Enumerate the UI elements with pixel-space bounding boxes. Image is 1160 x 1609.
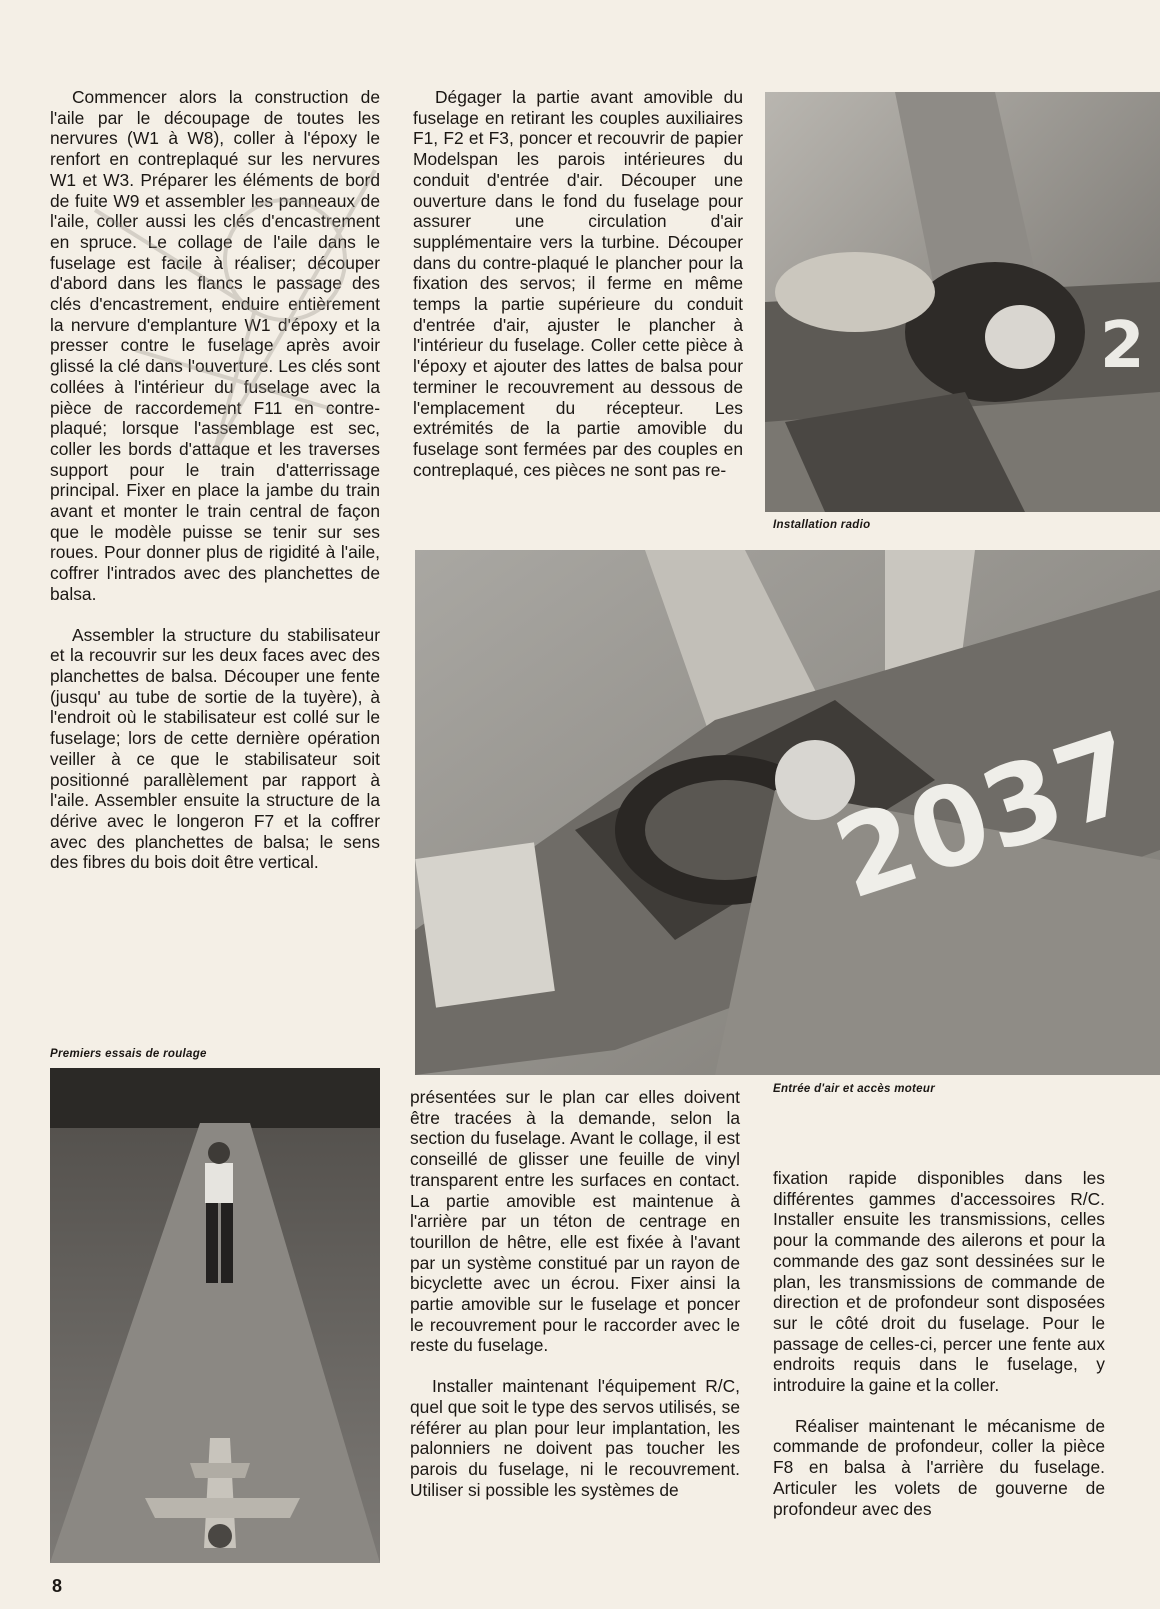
text-column-3	[773, 1168, 1105, 1519]
svg-text:2: 2	[1100, 309, 1145, 383]
text-column-2-top	[413, 87, 743, 480]
caption-air: Entrée d'air et accès moteur	[773, 1083, 935, 1095]
paragraph-elevator: Réaliser maintenant le mécanisme de commande de profondeur, coller la pièce F8 en balsa à l'arrière du fuselage. Articuler les volets de gouverne de profondeur avec des	[773, 1415, 1105, 1519]
photo-radio-installation	[765, 92, 1160, 512]
paragraph-stabilizer: Assembler la structure du stabilisateur et la recouvrir sur les deux faces avec des planchettes de balsa. Découper une fente (jusqu' au tube de sortie de la tuyère), à l'endroit où le stabilisateur est collé sur le fuselage; lors de cette dernière opération veiller à ce que le stabilisateur soit positionné parallèlement par rapport à l'aile. Assembler ensuite la structure de la dérive avec le longeron F7 et la coffrer avec des planchettes de balsa; le sens des fibres du bois doit être vertical.	[50, 624, 380, 873]
air-intake-marking: 2037	[820, 707, 1152, 924]
paragraph-removable-part: présentées sur le plan car elles doivent être tracées à la demande, selon la section du fuselage. Avant le collage, il est conseillé de glisser une feuille de vinyl transparent entre les surfaces en contact. La partie amovible est maintenue à l'arrière par un téton de centrage en tourillon de hêtre, elle est fixée à l'avant par un système constitué par un rayon de bicyclette avec un écrou. Fixer ainsi la partie amovible sur le fuselage et poncer le recouvrement pour le raccorder avec le reste du fuselage.	[410, 1087, 740, 1356]
paragraph-rc-equipment: Installer maintenant l'équipement R/C, quel que soit le type des servos utilisés, se référer au plan pour leur implantation, les palonniers ne doivent pas toucher les parois du fuselage, ni le recouvrement. Utiliser si possible les systèmes de	[410, 1376, 740, 1500]
photo-taxi-test	[50, 1068, 380, 1563]
paragraph-wing-construction: Commencer alors la construction de l'aile par le découpage de toutes les nervures (W1 à W8), coller à l'époxy le renfort en contreplaqué sur les nervures W1 et W3. Préparer les éléments de bord de fuite W9 et assembler les panneaux de l'aile, coller aussi les clés d'encastrement en spruce. Le collage de l'aile dans le fuselage est facile à réaliser; découper d'abord dans les flancs le passage des clés d'encastrement, enduire entièrement la nervure d'emplanture W1 d'époxy et la presser contre le fuselage après avoir glissé la clé dans l'ouverture. Les clés sont collées à l'intérieur du fuselage avec la pièce de raccordement F11 en contre-plaqué; lorsque l'assemblage est sec, coller les bords d'attaque et les traverses support pour le train d'atterrissage principal. Fixer en place la jambe du train avant et monter le train central de façon que le modèle puisse se tenir sur ses roues. Pour donner plus de rigidité à l'aile, coffrer l'intrados avec des planchettes de balsa.	[50, 87, 380, 604]
text-column-1	[50, 87, 380, 873]
paragraph-front-fuselage: Dégager la partie avant amovible du fuselage en retirant les couples auxiliaires F1, F2 et F3, poncer et recouvrir de papier Modelspan les parois intérieures du conduit d'entrée d'air. Découper une ouverture dans le fond du fuselage pour assurer une circulation d'air supplémentaire vers la turbine. Découper dans du contre-plaqué le plancher pour la fixation des servos; il ferme en même temps la partie supérieure du conduit d'entrée d'air, ajuster le plancher à l'intérieur du fuselage. Coller cette pièce à l'époxy et ajouter des lattes de balsa pour terminer le recouvrement au dessous de l'emplacement du récepteur. Les extrémités de la partie amovible du fuselage sont fermées par des couples en contreplaqué, ces pièces ne sont pas re-	[413, 87, 743, 480]
photo-air-intake	[415, 550, 1160, 1075]
paragraph-transmissions: fixation rapide disponibles dans les différentes gammes d'accessoires R/C. Installer ensuite les transmissions, celles pour la commande des ailerons et pour la commande des gaz sont dessinées sur le plan, les transmissions de commande de direction et de profondeur sont disposées sur le côté droit du fuselage. Pour le passage de celles-ci, percer une fente aux endroits requis dans le fuselage, y introduire la gaine et la coller.	[773, 1168, 1105, 1396]
caption-roulage: Premiers essais de roulage	[50, 1048, 207, 1060]
text-column-2-bottom	[410, 1087, 740, 1500]
caption-radio: Installation radio	[773, 519, 871, 531]
page-number: 8	[52, 1576, 63, 1596]
